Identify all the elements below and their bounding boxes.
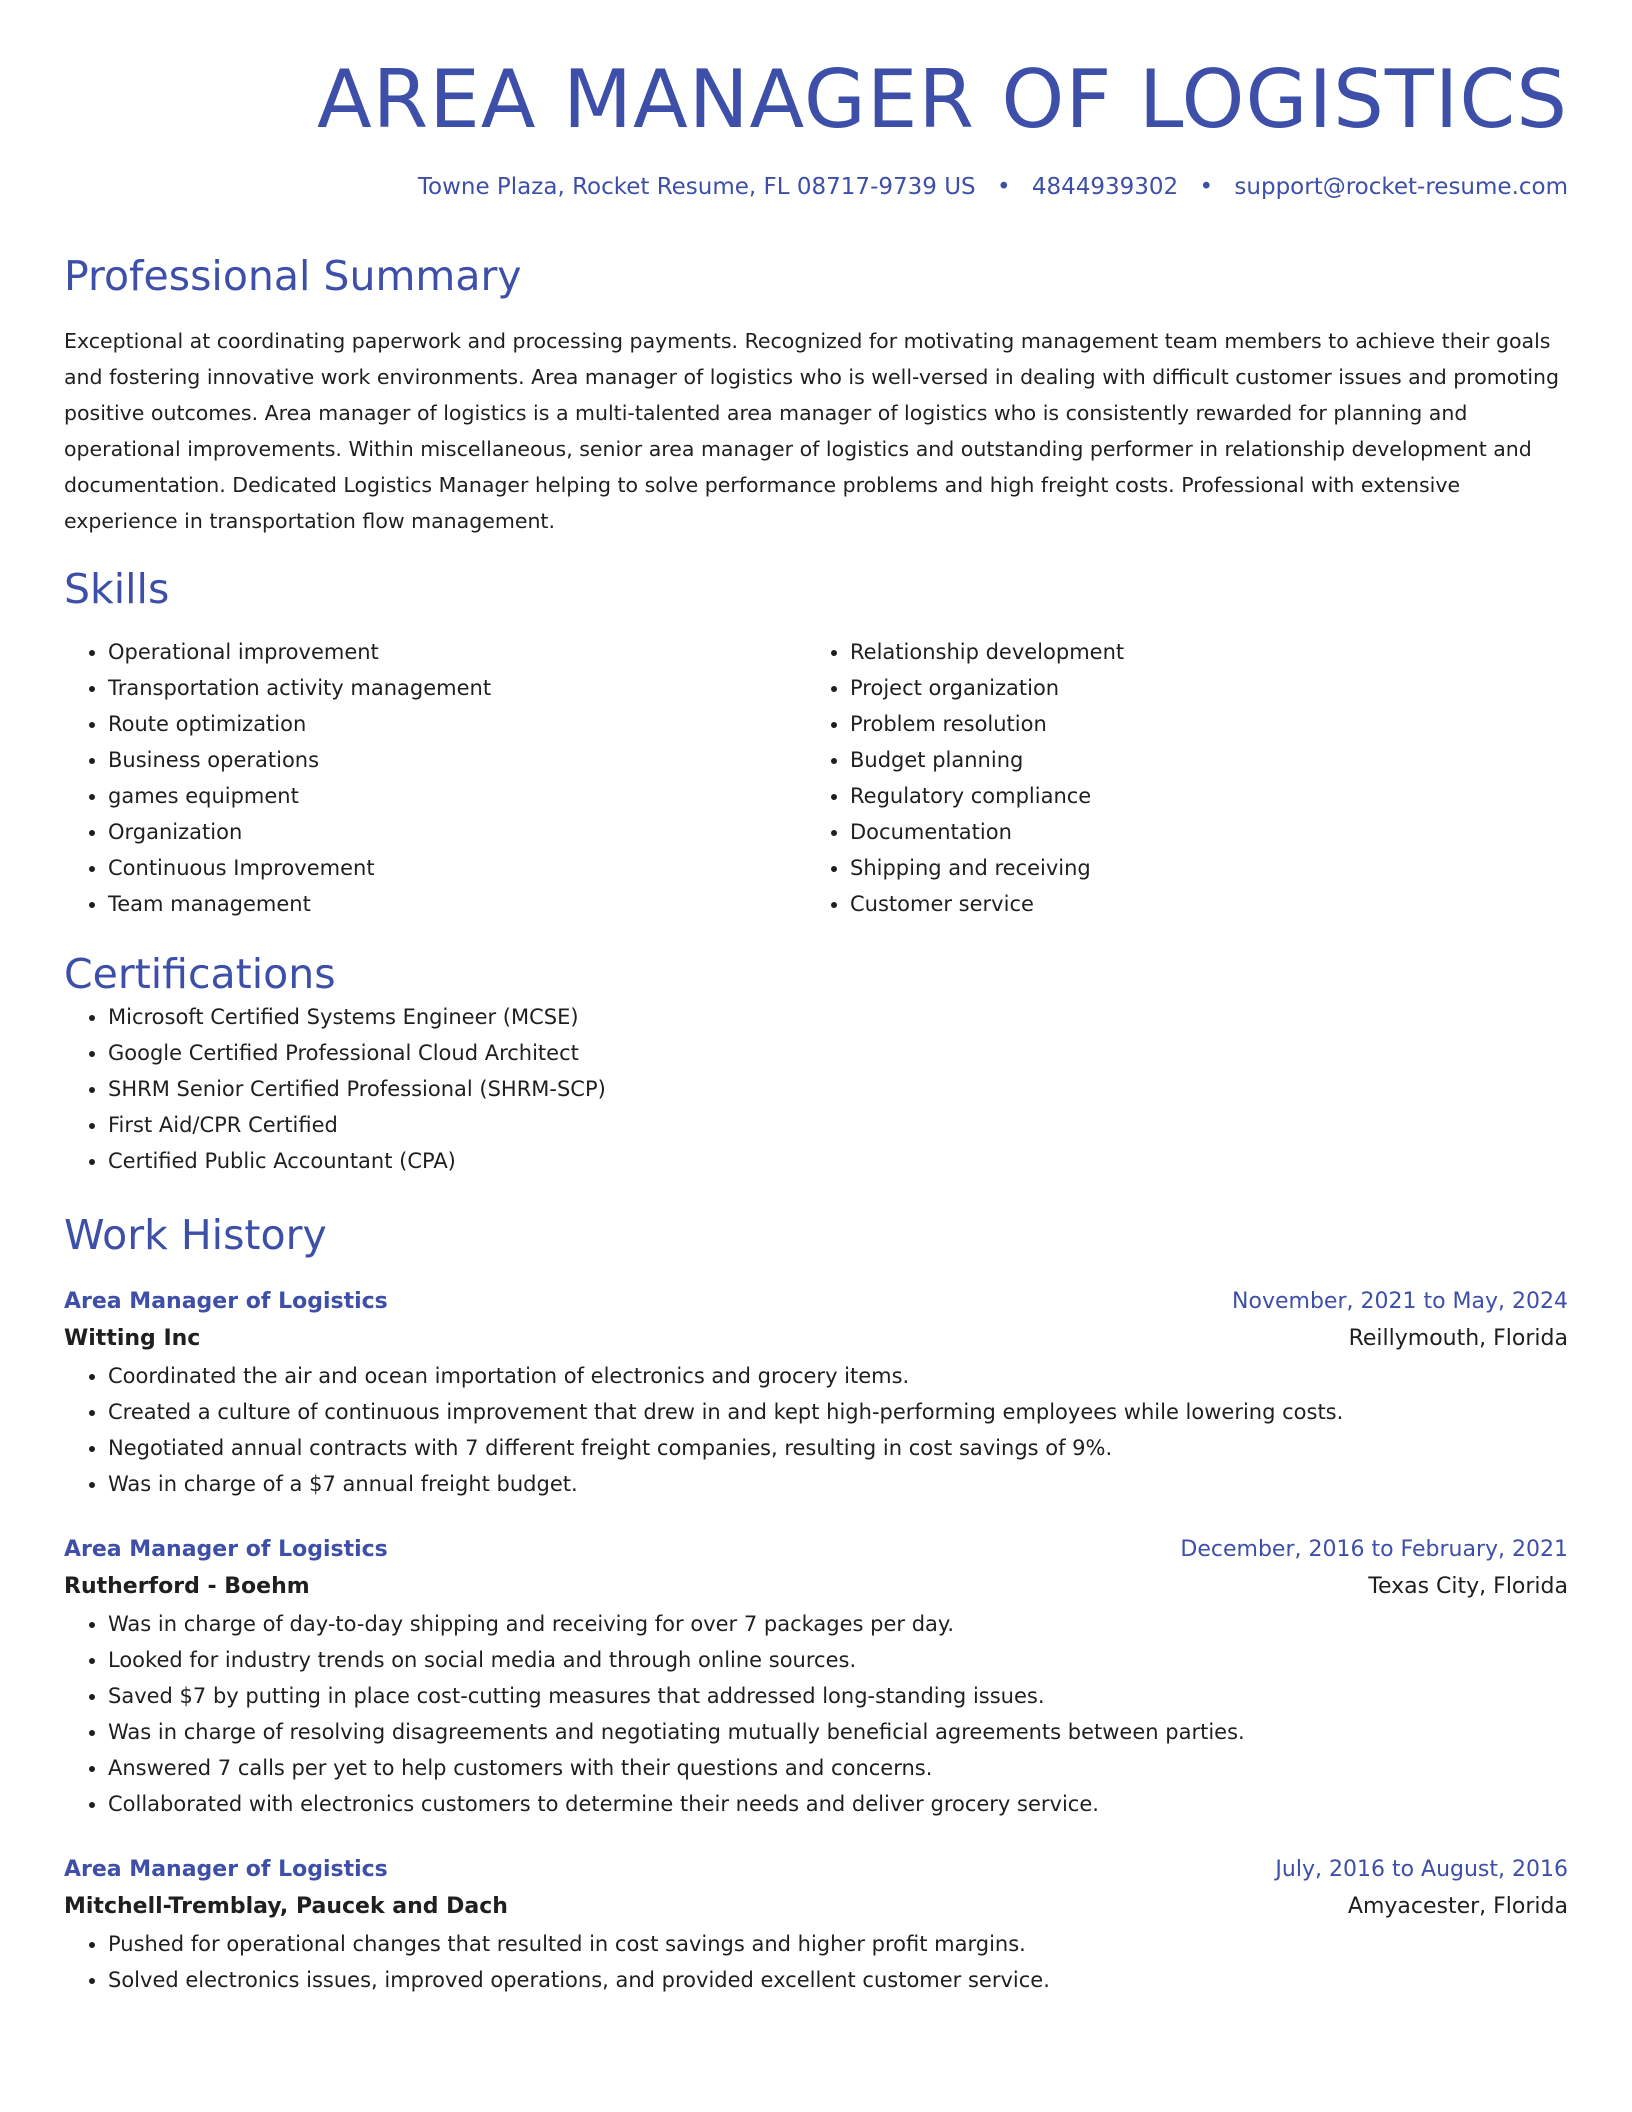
skill-item: • Operational improvement bbox=[108, 634, 806, 670]
responsibility-item: • Was in charge of day-to-day shipping and receiving for over 7 packages per day. bbox=[108, 1606, 1568, 1642]
contact-separator: • bbox=[996, 174, 1011, 200]
job-location: Amyacester, Florida bbox=[1347, 1894, 1568, 1920]
resume-header bbox=[64, 53, 1568, 202]
skill-item: • Continuous Improvement bbox=[108, 850, 806, 886]
skills-grid bbox=[64, 634, 1568, 922]
job-entry bbox=[64, 1284, 1568, 1502]
job-header-row bbox=[64, 1284, 1568, 1320]
certification-item: • Google Certified Professional Cloud Architect bbox=[108, 1035, 1568, 1071]
summary-text: Exceptional at coordinating paperwork and processing payments. Recognized for motivating management team members to achieve their goals and fostering innovative work environments. Area manager of logistics who is well-versed in dealing with difficult customer issues and promoting positive outcomes. Area manager of logistics is a multi-talented area manager of logistics who is consistently rewarded for planning and operational improvements. Within miscellaneous, senior area manager of logistics and outstanding performer in relationship development and documentation. Dedicated Logistics Manager helping to solve performance problems and high freight costs. Professional with extensive experience in transportation flow management. bbox=[64, 328, 1560, 533]
certifications-heading: Certifications bbox=[64, 949, 336, 998]
job-title: Area Manager of Logistics bbox=[64, 1537, 388, 1563]
contact-address: Towne Plaza, Rocket Resume, FL 08717-9739 US bbox=[417, 174, 976, 200]
certifications-list bbox=[64, 999, 1568, 1179]
job-responsibilities bbox=[64, 1606, 1568, 1822]
skill-item: • Regulatory compliance bbox=[850, 778, 1548, 814]
skills-column-right bbox=[806, 634, 1548, 922]
responsibility-item: • Looked for industry trends on social media and through online sources. bbox=[108, 1642, 1568, 1678]
job-title: Area Manager of Logistics bbox=[64, 1289, 388, 1315]
job-company: Witting Inc bbox=[64, 1326, 201, 1352]
summary-heading: Professional Summary bbox=[64, 251, 522, 300]
skill-item: • Budget planning bbox=[850, 742, 1548, 778]
job-dates: December, 2016 to February, 2021 bbox=[1180, 1537, 1568, 1563]
contact-email[interactable]: support@rocket-resume.com bbox=[1234, 174, 1568, 200]
job-entry bbox=[64, 1532, 1568, 1822]
work-history-heading: Work History bbox=[64, 1211, 327, 1260]
candidate-title: AREA MANAGER OF LOGISTICS bbox=[316, 53, 1568, 146]
job-company: Rutherford - Boehm bbox=[64, 1574, 310, 1600]
contact-phone[interactable]: 4844939302 bbox=[1031, 174, 1179, 200]
skill-item: • Transportation activity management bbox=[108, 670, 806, 706]
certification-item: • Microsoft Certified Systems Engineer (MCSE) bbox=[108, 999, 1568, 1035]
responsibility-item: • Negotiated annual contracts with 7 different freight companies, resulting in cost savings of 9%. bbox=[108, 1430, 1568, 1466]
responsibility-item: • Collaborated with electronics customers to determine their needs and deliver grocery service. bbox=[108, 1786, 1568, 1822]
skill-item: • Customer service bbox=[850, 886, 1548, 922]
responsibility-item: • Answered 7 calls per yet to help customers with their questions and concerns. bbox=[108, 1750, 1568, 1786]
responsibility-item: • Was in charge of resolving disagreements and negotiating mutually beneficial agreements between parties. bbox=[108, 1714, 1568, 1750]
skill-item: • Problem resolution bbox=[850, 706, 1548, 742]
job-title: Area Manager of Logistics bbox=[64, 1857, 388, 1883]
job-company-row bbox=[64, 1888, 1568, 1926]
responsibility-item: • Created a culture of continuous improvement that drew in and kept high-performing employees while lowering costs. bbox=[108, 1394, 1568, 1430]
skill-item: • Organization bbox=[108, 814, 806, 850]
responsibility-item: • Coordinated the air and ocean importation of electronics and grocery items. bbox=[108, 1358, 1568, 1394]
job-company: Mitchell-Tremblay, Paucek and Dach bbox=[64, 1894, 508, 1920]
skill-item: • Documentation bbox=[850, 814, 1548, 850]
responsibility-item: • Solved electronics issues, improved operations, and provided excellent customer service. bbox=[108, 1962, 1568, 1998]
skill-item: • Route optimization bbox=[108, 706, 806, 742]
job-header-row bbox=[64, 1852, 1568, 1888]
job-company-row bbox=[64, 1568, 1568, 1606]
responsibility-item: • Pushed for operational changes that resulted in cost savings and higher profit margins. bbox=[108, 1926, 1568, 1962]
skill-item: • Shipping and receiving bbox=[850, 850, 1548, 886]
job-header-row bbox=[64, 1532, 1568, 1568]
certification-item: • SHRM Senior Certified Professional (SHRM-SCP) bbox=[108, 1071, 1568, 1107]
skill-item: • Business operations bbox=[108, 742, 806, 778]
certification-item: • Certified Public Accountant (CPA) bbox=[108, 1143, 1568, 1179]
certification-item: • First Aid/CPR Certified bbox=[108, 1107, 1568, 1143]
job-dates: July, 2016 to August, 2016 bbox=[1275, 1857, 1568, 1883]
job-responsibilities bbox=[64, 1926, 1568, 1998]
skills-list-left bbox=[64, 634, 806, 922]
job-responsibilities bbox=[64, 1358, 1568, 1502]
skill-item: • Project organization bbox=[850, 670, 1548, 706]
skill-item: • games equipment bbox=[108, 778, 806, 814]
skill-item: • Relationship development bbox=[850, 634, 1548, 670]
responsibility-item: • Was in charge of a $7 annual freight budget. bbox=[108, 1466, 1568, 1502]
responsibility-item: • Saved $7 by putting in place cost-cutting measures that addressed long-standing issues. bbox=[108, 1678, 1568, 1714]
skills-column-left bbox=[64, 634, 806, 922]
contact-line bbox=[64, 174, 1568, 202]
job-location: Reillymouth, Florida bbox=[1348, 1326, 1568, 1352]
skill-item: • Team management bbox=[108, 886, 806, 922]
contact-separator: • bbox=[1199, 174, 1214, 200]
job-entry bbox=[64, 1852, 1568, 1998]
job-company-row bbox=[64, 1320, 1568, 1358]
skills-list-right bbox=[806, 634, 1548, 922]
job-dates: November, 2021 to May, 2024 bbox=[1232, 1289, 1568, 1315]
skills-heading: Skills bbox=[64, 564, 170, 613]
job-location: Texas City, Florida bbox=[1368, 1574, 1568, 1600]
